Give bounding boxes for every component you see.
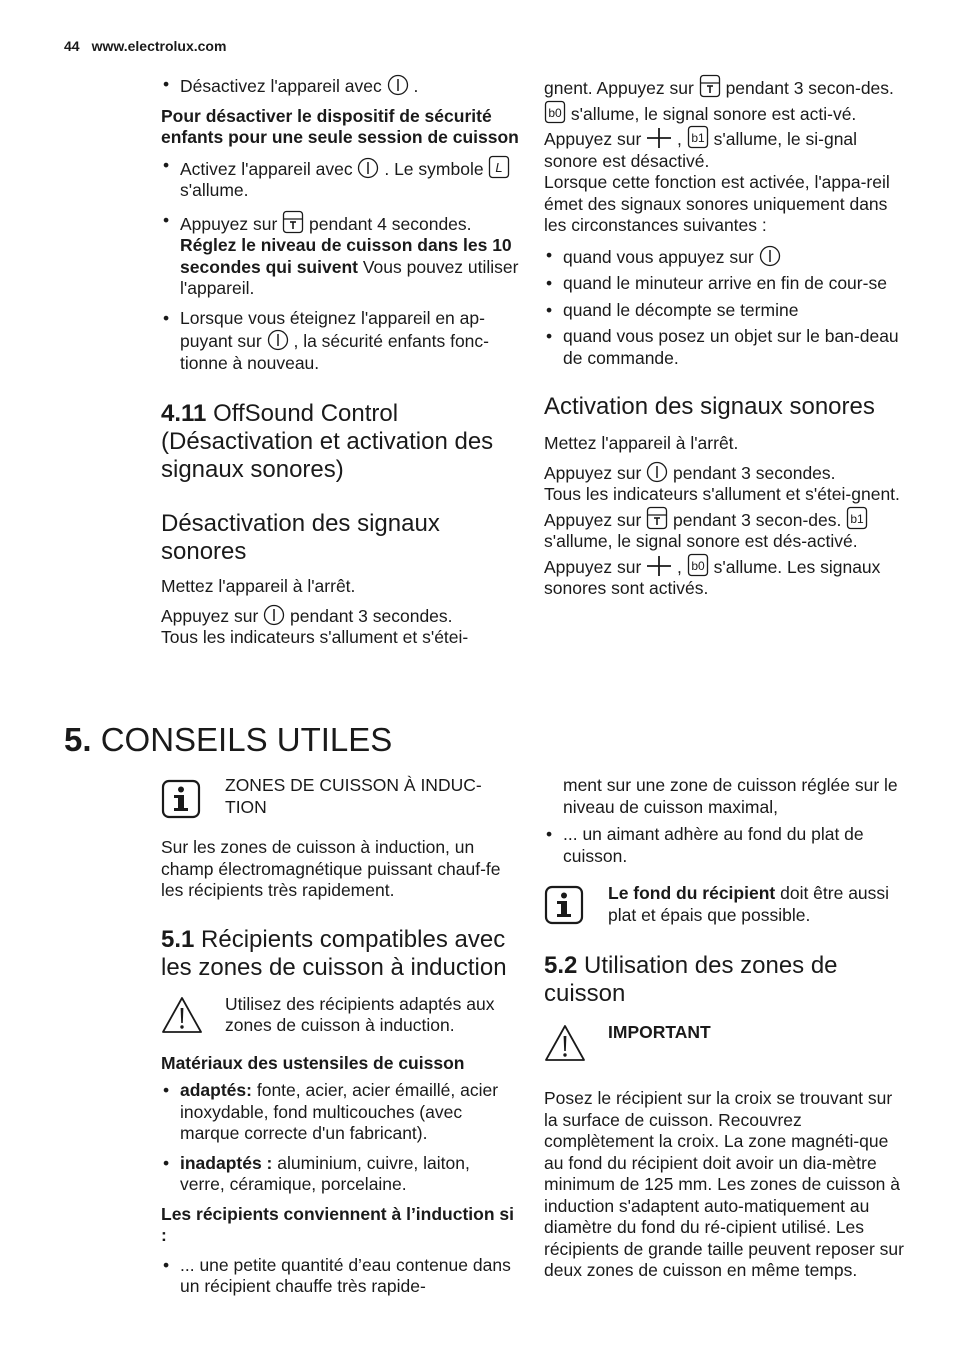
paragraph: Tous les indicateurs s'allument et s'étei-gnent. Appuyez sur pendant 3 secon-des. b1 s'allume, le signal sonore est dés-activé. Appuyez sur , b0 s'allume. Les signaux sonores sont activés. [544,484,900,598]
list-item: • quand vous posez un objet sur le ban-deau de commande. [544,326,904,369]
bullet-list-materials [161,1080,519,1196]
paragraph: Mettez l'appareil à l'arrêt. [161,576,356,596]
list-item: • Désactivez l'appareil avec . [161,74,519,98]
page-header [64,38,238,54]
paragraph: Tous les indicateurs s'allument et s'étei- [161,627,469,647]
list-item: • ... un aimant adhère au fond du plat de cuisson. [544,824,904,867]
sound-off-symbol-icon [846,506,868,530]
paragraph: Lorsque cette fonction est activée, l'appa-reil émet des signaux sonores uniquement dans les circonstances suivantes : [544,172,890,235]
key-lock-icon [646,506,668,530]
info-note-text: Le fond du récipient doit être aussi plat et épais que possible. [608,883,890,925]
list-item: • quand vous appuyez sur [544,245,904,269]
key-lock-icon [282,210,304,234]
info-icon [544,885,584,925]
list-item-continuation: ment sur une zone de cuisson réglée sur le niveau de cuisson maximal, [563,775,898,817]
paragraph: Posez le récipient sur la croix se trouvant sur la surface de cuisson. Recouvrez complètement la croix. La zone magnéti-que au fond du récipient doit avoir un dia-mètre minimum de 125 mm. Les zones de cuisson à induction s'adaptent auto-matiquement au diamètre du fond du ré-cipient utilisé. Les récipients de grande taille peuvent reposer sur deux zones de cuisson en même temps. [544,1088,904,1280]
svg-text:b1: b1 [691,131,705,145]
page-number: 44 [64,38,80,54]
sound-off-symbol-icon [687,125,709,149]
power-icon [646,461,668,483]
list-item: • adaptés: fonte, acier, acier émaillé, acier inoxydable, fond multicouches (avec marque correcte d'un fabricant). [161,1080,519,1145]
materials-title: Matériaux des ustensiles de cuisson [161,1052,465,1073]
plus-icon [646,555,672,577]
warning-note [161,994,519,1037]
list-item: • ... une petite quantité d’eau contenue dans un récipient chauffe très rapide- [161,1255,519,1298]
list-item: • quand le décompte se termine [544,300,904,322]
bullet-list-circumstances [544,245,904,370]
svg-text:b0: b0 [691,558,705,573]
power-icon [263,604,285,626]
sound-on-symbol-icon [544,100,566,124]
svg-text:b1: b1 [850,511,864,526]
section-4-11-heading: 4.11 OffSound Control (Désactivation et activation des signaux sonores) [161,400,494,483]
plus-icon [646,127,672,149]
paragraph: Appuyez sur pendant 3 secondes. [544,462,836,483]
left-column-top [161,74,519,649]
section-5-1-heading: 5.1 Récipients compatibles avec les zones de cuisson à induction [161,925,507,981]
list-item: • Activez l'appareil avec . Le symbole L s'allume. [161,155,519,202]
list-item: • quand le minuteur arrive en fin de cour-se [544,273,904,295]
left-column-bottom [161,775,519,1298]
child-lock-intro: Pour désactiver le dispositif de sécurité enfants pour une seule session de cuisson [161,105,519,147]
sub-heading-activation: Activation des signaux sonores [544,393,875,420]
bullet-list-off [161,74,519,98]
info-icon [161,779,201,819]
power-icon [267,329,289,351]
info-note-induction [161,775,519,819]
warning-icon [161,996,203,1034]
power-icon [387,74,409,96]
paragraph: Sur les zones de cuisson à induction, un champ électromagnétique puissant chauf-fe les récipients très rapidement. [161,837,501,900]
sub-heading-deactivation: Désactivation des signaux sonores [161,510,440,565]
important-label: IMPORTANT [608,1022,711,1042]
list-item: • Lorsque vous éteignez l'appareil en ap-puyant sur , la sécurité enfants fonc-tionne à nouveau. [161,308,519,375]
paragraph: Mettez l'appareil à l'arrêt. [544,433,739,453]
warning-note-text: Utilisez des récipients adaptés aux zones de cuisson à induction. [225,993,495,1035]
list-item: • Appuyez sur pendant 4 secondes. Réglez le niveau de cuisson dans les 10 secondes qui suivent Vous pouvez utiliser l'appareil. [161,210,519,300]
warning-icon [544,1024,586,1062]
section-5-heading: 5. CONSEILS UTILES [64,721,393,758]
info-note-bottom [544,883,904,926]
sound-on-symbol-icon [687,553,709,577]
suitability-title: Les récipients conviennent à l’induction si : [161,1203,514,1245]
list-item: • inadaptés : aluminium, cuivre, laiton, verre, céramique, porcelaine. [161,1153,519,1196]
right-column-top [544,74,904,600]
paragraph: gnent. Appuyez sur pendant 3 secon-des. b0 s'allume, le signal sonore est acti-vé. Appuyez sur , b1 s'allume, le si-gnal sonore est désactivé. [544,74,904,172]
section-5-2-heading: 5.2 Utilisation des zones de cuisson [544,952,838,1007]
bullet-list-magnet [544,824,904,867]
info-note-text: ZONES DE CUISSON À INDUC-TION [225,775,482,817]
key-lock-icon [699,74,721,98]
paragraph: Appuyez sur pendant 3 secondes. [161,605,453,626]
bullet-list-suitability [161,1255,519,1298]
right-column-bottom [544,775,904,1282]
lock-symbol-icon [488,155,510,179]
important-note [544,1022,904,1062]
power-icon [759,245,781,267]
svg-text:b0: b0 [548,105,562,120]
site-url: www.electrolux.com [91,38,227,54]
svg-text:L: L [495,159,504,175]
bullet-list-child-lock [161,155,519,375]
power-icon [357,157,379,179]
